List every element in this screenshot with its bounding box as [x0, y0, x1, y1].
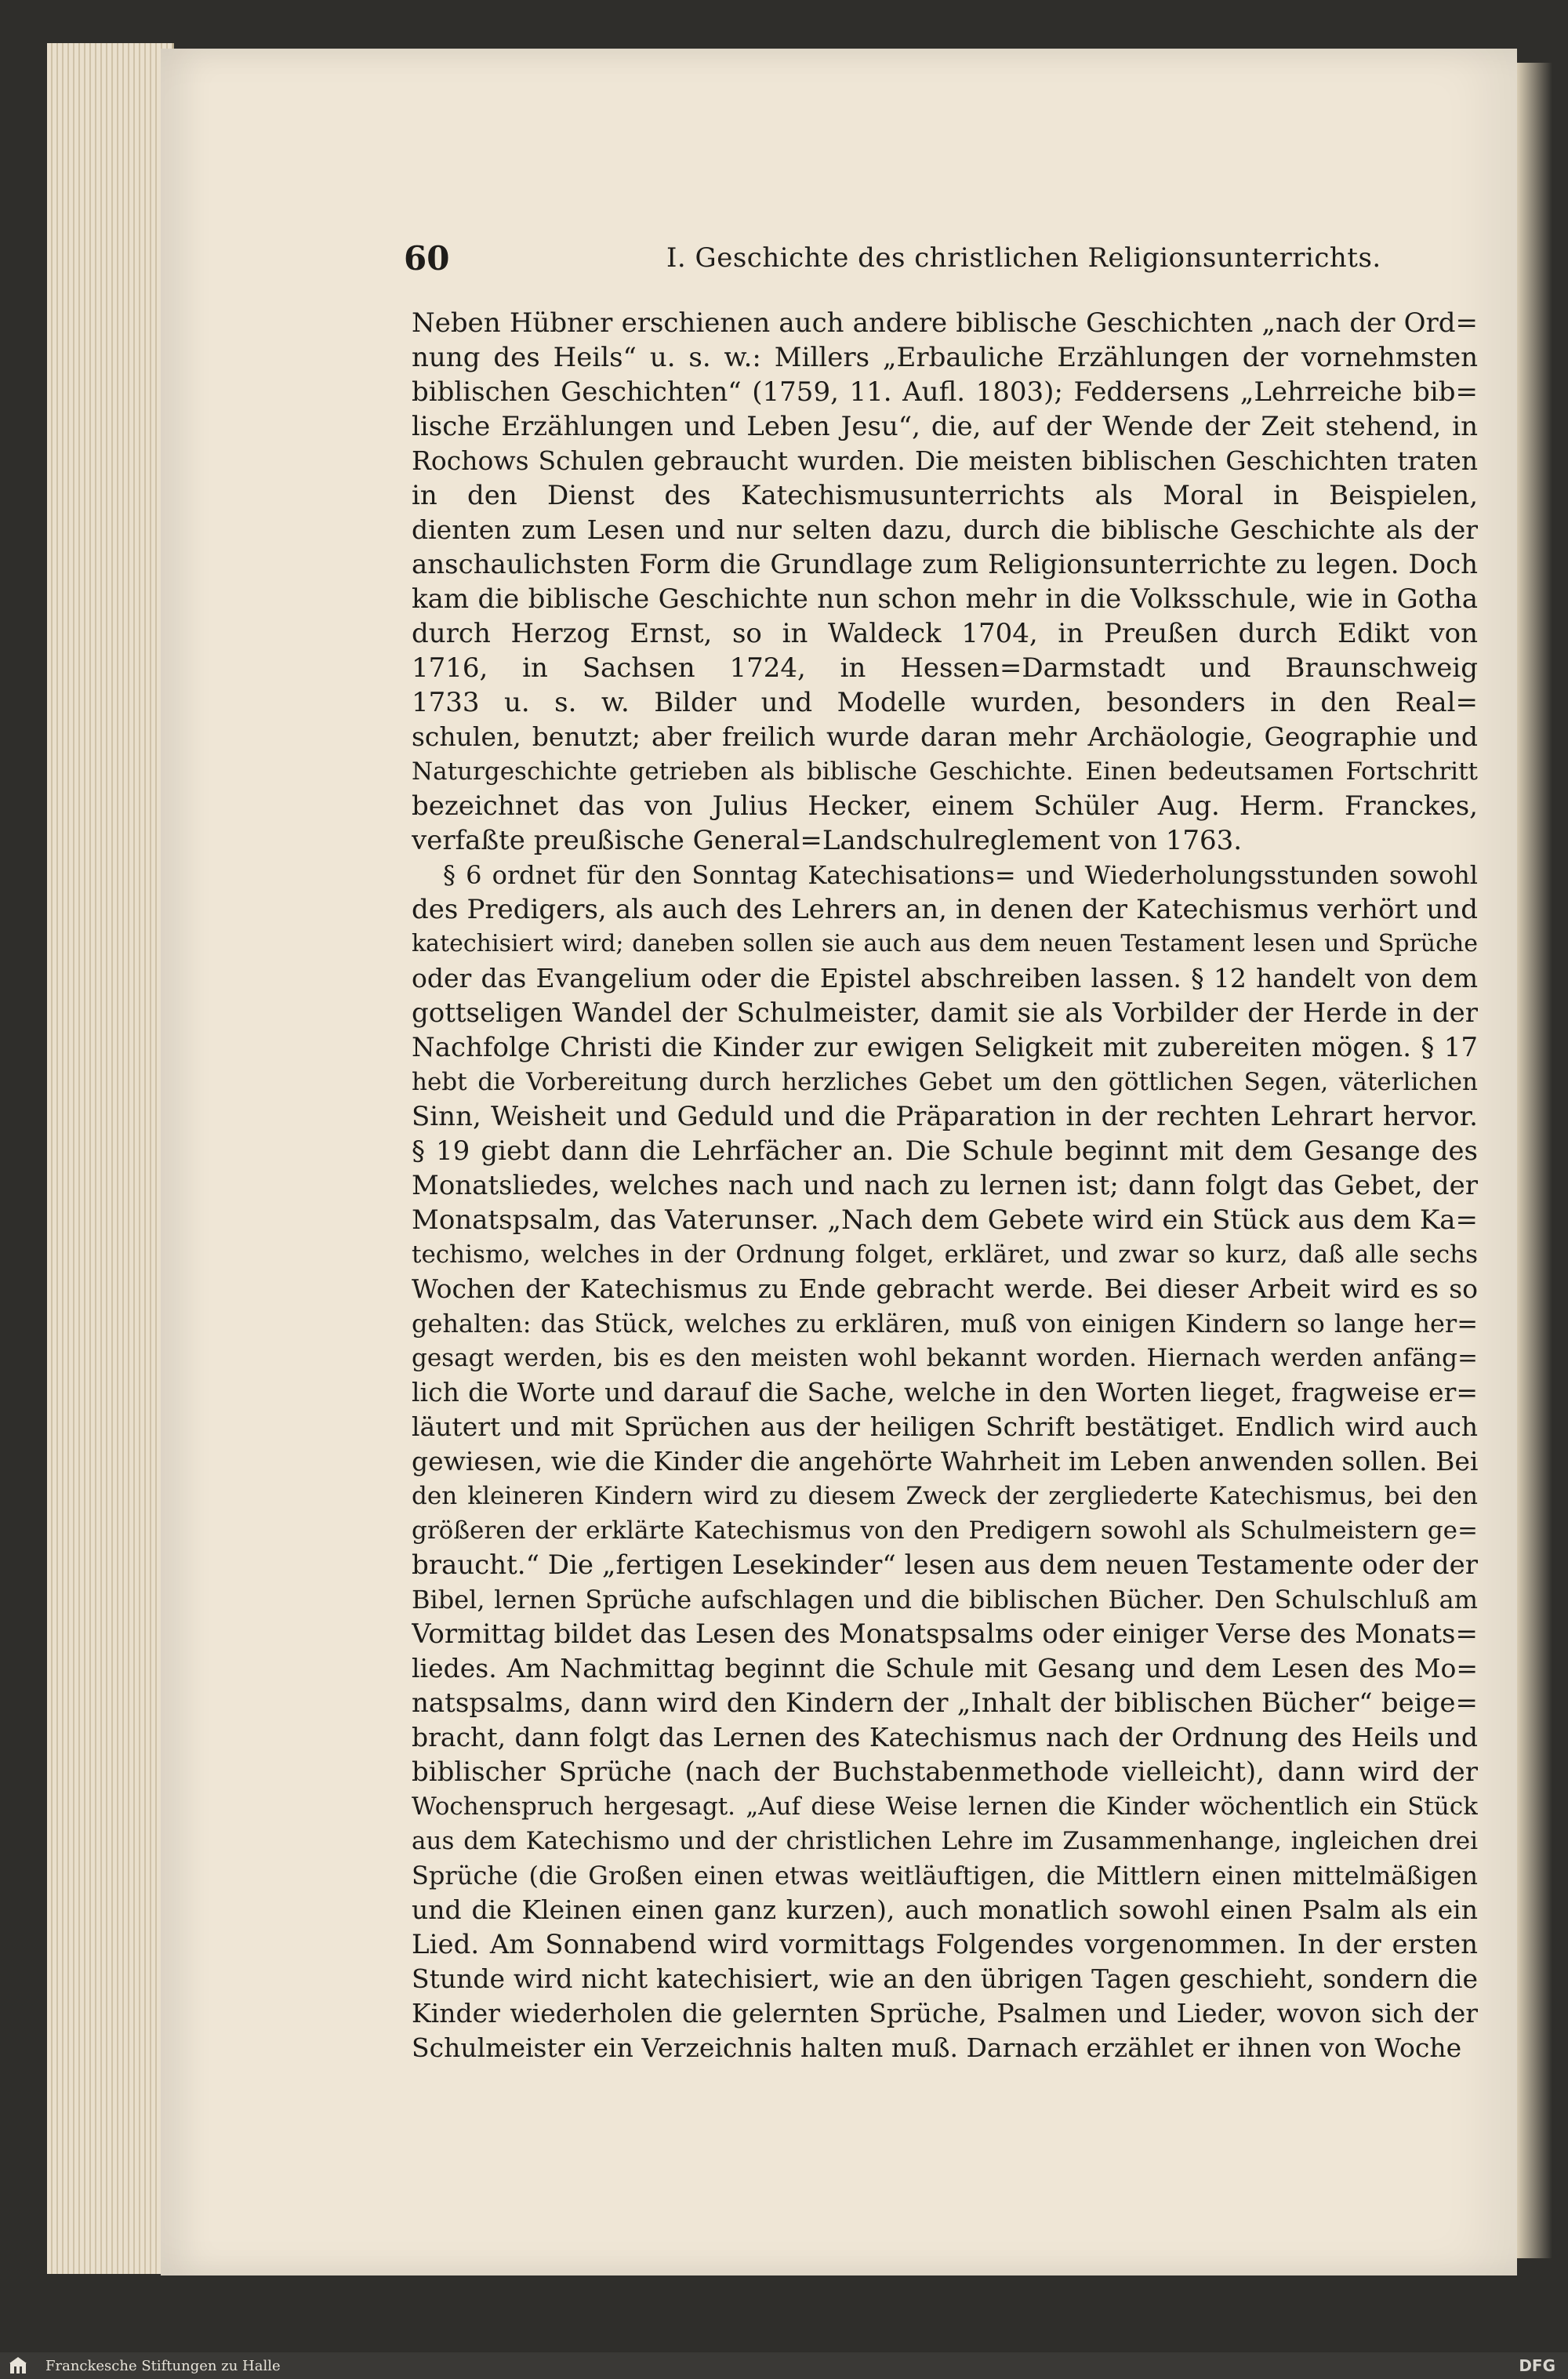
footer-brand-logo: DFG	[1519, 2356, 1555, 2375]
text-line: Neben Hübner erschienen auch andere biblische Geschichten „nach der Ord=	[412, 307, 1478, 339]
text-line: Stunde wird nicht katechisiert, wie an den übrigen Tagen geschieht, sondern die	[412, 1963, 1478, 1994]
text-line: 1716, in Sachsen 1724, in Hessen=Darmstadt und Braunschweig	[412, 652, 1478, 684]
footer-institution: Franckesche Stiftungen zu Halle	[45, 2358, 281, 2374]
page-header	[404, 239, 1478, 286]
text-line: anschaulichsten Form die Grundlage zum Religionsunterrichte zu legen. Doch	[412, 549, 1478, 580]
text-line: bezeichnet das von Julius Hecker, einem Schüler Aug. Herm. Franckes,	[412, 790, 1478, 822]
text-line: liedes. Am Nachmittag beginnt die Schule mit Gesang und dem Lesen des Mo=	[412, 1653, 1478, 1683]
text-line: katechisiert wird; daneben sollen sie auch aus dem neuen Testament lesen und Sprüche	[412, 930, 1478, 957]
text-line: nung des Heils“ u. s. w.: Millers „Erbauliche Erzählungen der vornehmsten	[412, 342, 1478, 373]
institution-logo-icon	[8, 2355, 28, 2376]
text-line: oder das Evangelium oder die Epistel abschreiben lassen. § 12 handelt von dem	[412, 963, 1478, 993]
text-line: schulen, benutzt; aber freilich wurde daran mehr Archäologie, Geographie und	[412, 721, 1478, 752]
text-line: den kleineren Kindern wird zu diesem Zweck der zergliederte Katechismus, bei den	[412, 1482, 1478, 1510]
text-line: § 6 ordnet für den Sonntag Katechisations= und Wiederholungsstunden sowohl	[443, 860, 1478, 890]
text-line: Lied. Am Sonnabend wird vormittags Folgendes vorgenommen. In der ersten	[412, 1929, 1478, 1960]
text-line: Nachfolge Christi die Kinder zur ewigen Seligkeit mit zubereiten mögen. § 17	[412, 1032, 1478, 1063]
text-line: techismo, welches in der Ordnung folget, erkläret, und zwar so kurz, daß alle sechs	[412, 1240, 1478, 1269]
page-stack-edges	[47, 43, 174, 2274]
page-number: 60	[404, 239, 450, 278]
text-line: biblischen Geschichten“ (1759, 11. Aufl. 1803); Feddersens „Lehrreiche bib=	[412, 376, 1478, 408]
text-line: Wochenspruch hergesagt. „Auf diese Weise lernen die Kinder wöchentlich ein Stück	[412, 1792, 1478, 1821]
body-text	[412, 306, 1478, 2065]
text-line: größeren der erklärte Katechismus von den Predigern sowohl als Schulmeistern ge=	[412, 1516, 1478, 1545]
text-line: durch Herzog Ernst, so in Waldeck 1704, in Preußen durch Edikt von	[412, 618, 1478, 649]
text-line: Sprüche (die Großen einen etwas weitläuftigen, die Mittlern einen mittelmäßigen	[412, 1861, 1478, 1890]
text-line: braucht.“ Die „fertigen Lesekinder“ lesen aus dem neuen Testamente oder der	[412, 1549, 1478, 1581]
binding-shadow	[1517, 63, 1552, 2258]
text-line: Rochows Schulen gebraucht wurden. Die meisten biblischen Geschichten traten	[412, 445, 1478, 476]
text-line: hebt die Vorbereitung durch herzliches Gebet um den göttlichen Segen, väterlichen	[412, 1068, 1478, 1096]
text-line: bracht, dann folgt das Lernen des Katechismus nach der Ordnung des Heils und	[412, 1722, 1478, 1752]
text-line: gehalten: das Stück, welches zu erklären, muß von einigen Kindern so lange her=	[412, 1309, 1478, 1338]
text-line: gewiesen, wie die Kinder die angehörte Wahrheit im Leben anwenden sollen. Bei	[412, 1446, 1478, 1476]
text-line: und die Kleinen einen ganz kurzen), auch monatlich sowohl einen Psalm als ein	[412, 1894, 1478, 1925]
viewer-footer	[0, 2352, 1568, 2379]
text-line: lich die Worte und darauf die Sache, welche in den Worten lieget, fragweise er=	[412, 1377, 1478, 1407]
text-line: Vormittag bildet das Lesen des Monatspsalms oder einiger Verse des Monats=	[412, 1618, 1478, 1650]
text-line: des Predigers, als auch des Lehrers an, in denen der Katechismus verhört und	[412, 894, 1478, 925]
text-line: biblischer Sprüche (nach der Buchstabenmethode vielleicht), dann wird der	[412, 1756, 1478, 1788]
text-line: läutert und mit Sprüchen aus der heiligen Schrift bestätiget. Endlich wird auch	[412, 1411, 1478, 1442]
text-line: Kinder wiederholen die gelernten Sprüche, Psalmen und Lieder, wovon sich der	[412, 1998, 1478, 2029]
text-line: dienten zum Lesen und nur selten dazu, durch die biblische Geschichte als der	[412, 514, 1478, 545]
text-line: kam die biblische Geschichte nun schon mehr in die Volksschule, wie in Gotha	[412, 583, 1478, 615]
text-line: Monatsliedes, welches nach und nach zu lernen ist; dann folgt das Gebet, der	[412, 1170, 1478, 1201]
text-line: 1733 u. s. w. Bilder und Modelle wurden, besonders in den Real=	[412, 687, 1478, 718]
text-line: gesagt werden, bis es den meisten wohl bekannt worden. Hiernach werden anfäng=	[412, 1344, 1478, 1372]
text-line: aus dem Katechismo und der christlichen Lehre im Zusammenhange, ingleichen drei	[412, 1827, 1478, 1855]
text-line: Naturgeschichte getrieben als biblische Geschichte. Einen bedeutsamen Fortschritt	[412, 757, 1478, 786]
text-line: Sinn, Weisheit und Geduld und die Präparation in der rechten Lehrart hervor.	[412, 1101, 1478, 1132]
text-line: Monatspsalm, das Vaterunser. „Nach dem Gebete wird ein Stück aus dem Ka=	[412, 1204, 1478, 1236]
text-line: Schulmeister ein Verzeichnis halten muß. Darnach erzählet er ihnen von Woche	[412, 2032, 1462, 2063]
text-line: § 19 giebt dann die Lehrfächer an. Die Schule beginnt mit dem Gesange des	[412, 1135, 1478, 1167]
text-line: Wochen der Katechismus zu Ende gebracht werde. Bei dieser Arbeit wird es so	[412, 1273, 1478, 1304]
running-head: I. Geschichte des christlichen Religionsunterrichts.	[666, 242, 1381, 274]
text-line: verfaßte preußische General=Landschulreglement von 1763.	[412, 825, 1243, 856]
text-line: Bibel, lernen Sprüche aufschlagen und die biblischen Bücher. Den Schulschluß am	[412, 1585, 1478, 1614]
text-line: in den Dienst des Katechismusunterrichts als Moral in Beispielen,	[412, 480, 1478, 511]
text-line: natspsalms, dann wird den Kindern der „Inhalt der biblischen Bücher“ beige=	[412, 1687, 1478, 1719]
text-line: lische Erzählungen und Leben Jesu“, die, auf der Wende der Zeit stehend, in	[412, 411, 1478, 442]
text-line: gottseligen Wandel der Schulmeister, damit sie als Vorbilder der Herde in der	[412, 997, 1478, 1029]
